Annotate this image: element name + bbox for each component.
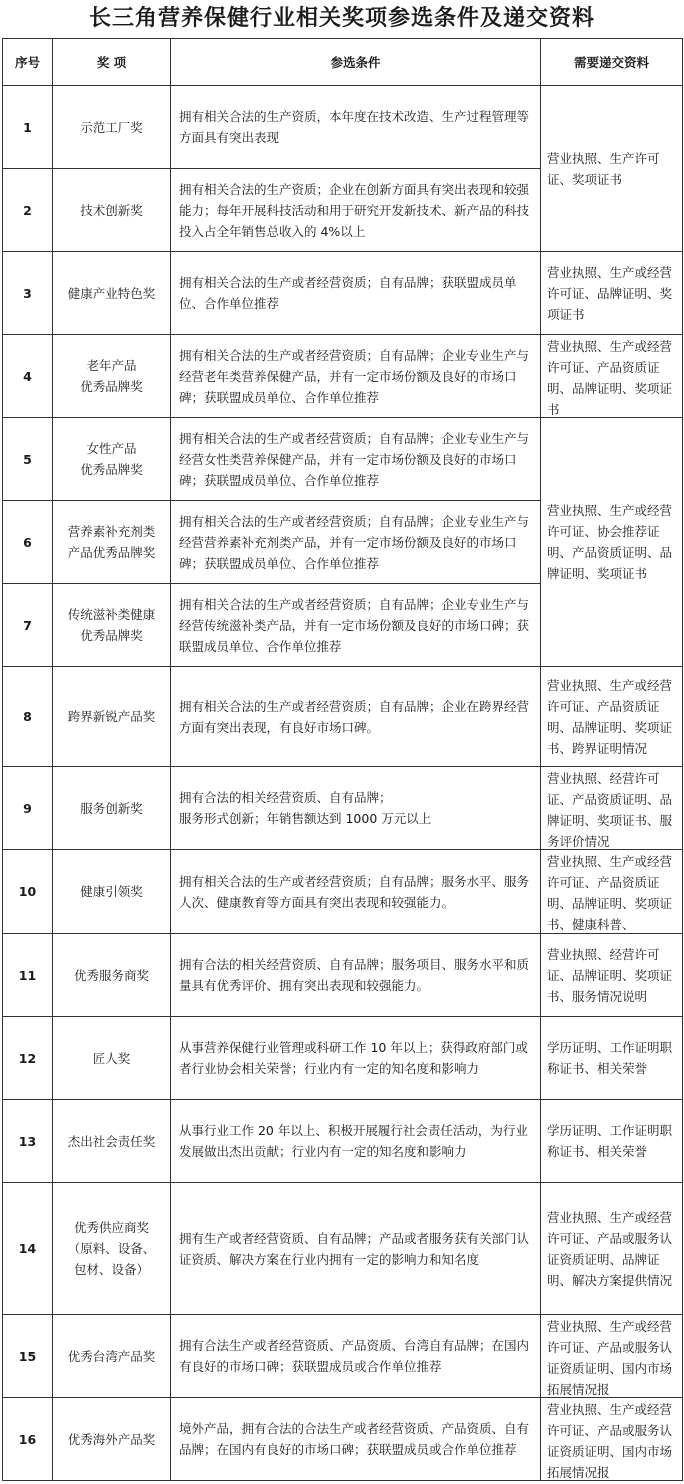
required-documents xyxy=(541,86,683,252)
required-documents xyxy=(541,1315,683,1398)
award-name: 传统滋补类健康 优秀品牌奖 xyxy=(53,584,171,667)
award-name: 优秀服务商奖 xyxy=(53,934,171,1017)
award-conditions: 拥有相关合法的生产或者经营资质；自有品牌；企业专业生产与经营传统滋补类产品，并有一定市场份额及良好的市场口碑；获联盟成员单位、合作单位推荐 xyxy=(171,584,541,667)
required-documents xyxy=(541,1017,683,1100)
award-conditions: 拥有合法的相关经营资质、自有品牌；服务项目、服务水平和质量具有优秀评价、拥有突出表现和较强能力。 xyxy=(171,934,541,1017)
table-row xyxy=(3,767,683,850)
table-row xyxy=(3,418,683,501)
award-name: 匠人奖 xyxy=(53,1017,171,1100)
required-documents xyxy=(541,418,683,667)
award-name: 示范工厂奖 xyxy=(53,86,171,169)
award-conditions: 拥有相关合法的生产或者经营资质；自有品牌；服务水平、服务人次、健康教育等方面具有突出表现和较强能力。 xyxy=(171,850,541,934)
header-conditions: 参选条件 xyxy=(171,39,541,86)
award-name: 优秀台湾产品奖 xyxy=(53,1315,171,1398)
table-row xyxy=(3,1100,683,1183)
row-number: 2 xyxy=(3,169,53,252)
row-number: 5 xyxy=(3,418,53,501)
required-documents xyxy=(541,252,683,335)
required-documents-text: 营业执照、生产或经营许可证、品牌证明、奖项证书 xyxy=(547,264,673,322)
awards-table xyxy=(2,38,683,1481)
table-row xyxy=(3,1017,683,1100)
required-documents-text: 营业执照、生产或经营许可证、产品或服务认证资质证明、国内市场拓展情况报 xyxy=(547,1401,673,1480)
table-row xyxy=(3,934,683,1017)
required-documents-text: 营业执照、生产或经营许可证、产品资质证明、品牌证明、奖项证书、健康科普、 xyxy=(547,853,673,932)
award-conditions: 拥有相关合法的生产资质；企业在创新方面具有突出表现和较强能力；每年开展科技活动和用于研究开发新技术、新产品的科技投入占全年销售总收入的 4%以上 xyxy=(171,169,541,252)
award-conditions: 拥有相关合法的生产或者经营资质；自有品牌；企业专业生产与经营女性类营养保健产品，并有一定市场份额及良好的市场口碑；获联盟成员单位、合作单位推荐 xyxy=(171,418,541,501)
award-name: 健康引领奖 xyxy=(53,850,171,934)
required-documents-text: 营业执照、经营许可证、品牌证明、奖项证书、服务情况说明 xyxy=(547,946,673,1004)
required-documents-text: 营业执照、生产或经营许可证、产品资质证明、品牌证明、奖项证书 xyxy=(547,338,673,417)
header-award: 奖 项 xyxy=(53,39,171,86)
row-number: 3 xyxy=(3,252,53,335)
table-row xyxy=(3,1315,683,1398)
award-conditions: 从事营养保健行业管理或科研工作 10 年以上；获得政府部门或者行业协会相关荣誉；行业内有一定的知名度和影响力 xyxy=(171,1017,541,1100)
award-name: 优秀供应商奖 （原料、设备、 包材、设备） xyxy=(53,1183,171,1315)
award-conditions: 拥有相关合法的生产或者经营资质；自有品牌；获联盟成员单位、合作单位推荐 xyxy=(171,252,541,335)
table-row xyxy=(3,335,683,418)
required-documents-text: 学历证明、工作证明职称证书、相关荣誉 xyxy=(547,1040,673,1076)
required-documents xyxy=(541,1183,683,1315)
award-conditions: 拥有相关合法的生产资质，本年度在技术改造、生产过程管理等方面具有突出表现 xyxy=(171,86,541,169)
header-documents: 需要递交资料 xyxy=(541,39,683,86)
table-header-row xyxy=(3,39,683,86)
award-name: 女性产品 优秀品牌奖 xyxy=(53,418,171,501)
award-name: 优秀海外产品奖 xyxy=(53,1398,171,1481)
award-name: 服务创新奖 xyxy=(53,767,171,850)
row-number: 16 xyxy=(3,1398,53,1481)
award-conditions: 拥有相关合法的生产或者经营资质；自有品牌；企业专业生产与经营老年类营养保健产品，并有一定市场份额及良好的市场口碑；获联盟成员单位、合作单位推荐 xyxy=(171,335,541,418)
required-documents-text: 营业执照、生产或经营许可证、产品或服务认证资质证明、品牌证明、解决方案提供情况 xyxy=(547,1209,673,1288)
row-number: 12 xyxy=(3,1017,53,1100)
row-number: 4 xyxy=(3,335,53,418)
required-documents-text: 营业执照、生产或经营许可证、产品资质证明、品牌证明、奖项证书、跨界证明情况 xyxy=(547,677,673,756)
row-number: 11 xyxy=(3,934,53,1017)
required-documents xyxy=(541,1100,683,1183)
required-documents xyxy=(541,934,683,1017)
row-number: 9 xyxy=(3,767,53,850)
header-no: 序号 xyxy=(3,39,53,86)
row-number: 6 xyxy=(3,501,53,584)
document-title: 长三角营养保健行业相关奖项参选条件及递交资料 xyxy=(88,6,595,31)
table-row xyxy=(3,1183,683,1315)
award-name: 跨界新锐产品奖 xyxy=(53,667,171,767)
required-documents xyxy=(541,1398,683,1481)
award-conditions: 拥有合法的相关经营资质、自有品牌； 服务形式创新；年销售额达到 1000 万元以上 xyxy=(171,767,541,850)
award-conditions: 拥有相关合法的生产或者经营资质；自有品牌；企业专业生产与经营营养素补充剂类产品，并有一定市场份额及良好的市场口碑；获联盟成员单位、合作单位推荐 xyxy=(171,501,541,584)
table-row xyxy=(3,1398,683,1481)
required-documents xyxy=(541,850,683,934)
row-number: 10 xyxy=(3,850,53,934)
award-conditions: 拥有生产或者经营资质、自有品牌；产品或者服务获有关部门认证资质、解决方案在行业内拥有一定的影响力和知名度 xyxy=(171,1183,541,1315)
required-documents xyxy=(541,335,683,418)
row-number: 13 xyxy=(3,1100,53,1183)
award-conditions: 从事行业工作 20 年以上、积极开展履行社会责任活动，为行业发展做出杰出贡献；行业内有一定的知名度和影响力 xyxy=(171,1100,541,1183)
table-body xyxy=(3,86,683,1481)
row-number: 14 xyxy=(3,1183,53,1315)
table-row xyxy=(3,86,683,169)
table-row xyxy=(3,667,683,767)
required-documents-text: 营业执照、生产许可证、奖项证书 xyxy=(547,150,660,187)
award-name: 技术创新奖 xyxy=(53,169,171,252)
award-name: 老年产品 优秀品牌奖 xyxy=(53,335,171,418)
required-documents-text: 营业执照、经营许可证、产品资质证明、品牌证明、奖项证书、服务评价情况 xyxy=(547,770,673,849)
required-documents xyxy=(541,767,683,850)
award-conditions: 境外产品，拥有合法的合法生产或者经营资质、产品资质、自有品牌；在国内有良好的市场口碑；获联盟成员或合作单位推荐 xyxy=(171,1398,541,1481)
table-row xyxy=(3,252,683,335)
table-row xyxy=(3,850,683,934)
award-name: 健康产业特色奖 xyxy=(53,252,171,335)
row-number: 15 xyxy=(3,1315,53,1398)
required-documents-text: 营业执照、生产或经营许可证、协会推荐证明、产品资质证明、品牌证明、奖项证书 xyxy=(547,503,673,581)
required-documents-text: 营业执照、生产或经营许可证、产品或服务认证资质证明、国内市场拓展情况报 xyxy=(547,1318,673,1397)
required-documents xyxy=(541,667,683,767)
award-conditions: 拥有相关合法的生产或者经营资质；自有品牌；企业在跨界经营方面有突出表现，有良好市场口碑。 xyxy=(171,667,541,767)
required-documents-text: 学历证明、工作证明职称证书、相关荣誉 xyxy=(547,1123,673,1159)
award-conditions: 拥有合法生产或者经营资质、产品资质、台湾自有品牌；在国内有良好的市场口碑；获联盟成员或合作单位推荐 xyxy=(171,1315,541,1398)
row-number: 8 xyxy=(3,667,53,767)
row-number: 1 xyxy=(3,86,53,169)
row-number: 7 xyxy=(3,584,53,667)
award-name: 营养素补充剂类 产品优秀品牌奖 xyxy=(53,501,171,584)
award-name: 杰出社会责任奖 xyxy=(53,1100,171,1183)
